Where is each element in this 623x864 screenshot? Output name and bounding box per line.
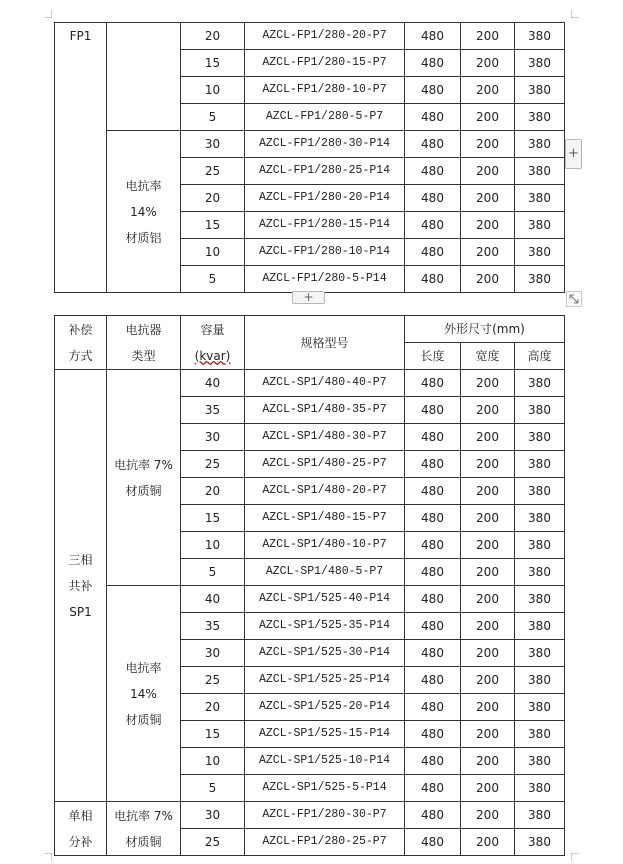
- reactor-type-cell-empty[interactable]: [107, 23, 181, 131]
- model-cell[interactable]: AZCL-SP1/525-10-P14: [245, 748, 405, 775]
- length-cell[interactable]: 480: [405, 640, 461, 667]
- header-capacity-unit: (kvar): [194, 348, 231, 363]
- crop-mark-bottom-left: [44, 853, 52, 861]
- width-cell[interactable]: 200: [461, 239, 515, 266]
- header-reactor-type: [107, 316, 181, 370]
- capacity-cell[interactable]: 10: [181, 532, 245, 559]
- width-cell[interactable]: 200: [461, 748, 515, 775]
- width-cell[interactable]: 200: [461, 212, 515, 239]
- length-cell[interactable]: 480: [405, 131, 461, 158]
- model-cell[interactable]: AZCL-FP1/280-20-P14: [245, 185, 405, 212]
- height-cell[interactable]: 380: [515, 586, 565, 613]
- crop-mark-top-right: [571, 10, 579, 18]
- reactor-type-cell-line: 14%: [130, 204, 157, 219]
- capacity-cell[interactable]: 15: [181, 721, 245, 748]
- width-cell[interactable]: 200: [461, 640, 515, 667]
- height-cell[interactable]: 380: [515, 559, 565, 586]
- capacity-cell[interactable]: 10: [181, 748, 245, 775]
- model-cell[interactable]: AZCL-SP1/480-10-P7: [245, 532, 405, 559]
- capacity-cell[interactable]: 35: [181, 397, 245, 424]
- length-cell[interactable]: 480: [405, 424, 461, 451]
- height-cell[interactable]: 380: [515, 775, 565, 802]
- height-cell[interactable]: 380: [515, 212, 565, 239]
- table-row: [55, 131, 565, 158]
- width-cell[interactable]: 200: [461, 424, 515, 451]
- reactor-type-cell-line: 材质铜: [125, 712, 162, 727]
- width-cell[interactable]: 200: [461, 829, 515, 856]
- height-cell[interactable]: 380: [515, 667, 565, 694]
- width-cell[interactable]: 200: [461, 667, 515, 694]
- height-cell[interactable]: 380: [515, 266, 565, 293]
- height-cell[interactable]: 380: [515, 23, 565, 50]
- capacity-cell[interactable]: 25: [181, 451, 245, 478]
- capacity-cell[interactable]: 5: [181, 775, 245, 802]
- reactor-type-cell-line: 材质铜: [125, 483, 162, 498]
- sp1-table: [54, 315, 565, 856]
- reactor-type-cell-line: 14%: [130, 686, 157, 701]
- width-cell[interactable]: 200: [461, 23, 515, 50]
- header-comp-mode-line: 方式: [68, 348, 93, 363]
- length-cell[interactable]: 480: [405, 23, 461, 50]
- single-phase-label-cell-line: 分补: [68, 834, 93, 849]
- model-cell[interactable]: AZCL-SP1/480-15-P7: [245, 505, 405, 532]
- width-cell[interactable]: 200: [461, 104, 515, 131]
- length-cell[interactable]: 480: [405, 586, 461, 613]
- header-comp-mode-line: 补偿: [68, 322, 93, 337]
- height-cell[interactable]: 380: [515, 104, 565, 131]
- width-cell[interactable]: 200: [461, 721, 515, 748]
- capacity-cell[interactable]: 15: [181, 505, 245, 532]
- model-cell[interactable]: AZCL-FP1/280-25-P7: [245, 829, 405, 856]
- model-cell[interactable]: AZCL-SP1/525-5-P14: [245, 775, 405, 802]
- capacity-cell[interactable]: 20: [181, 694, 245, 721]
- model-cell[interactable]: AZCL-SP1/480-30-P7: [245, 424, 405, 451]
- capacity-cell[interactable]: 25: [181, 667, 245, 694]
- length-cell[interactable]: 480: [405, 185, 461, 212]
- height-cell[interactable]: 380: [515, 640, 565, 667]
- model-cell[interactable]: AZCL-SP1/525-30-P14: [245, 640, 405, 667]
- fp1-table: [54, 22, 565, 293]
- crop-mark-top-left: [44, 10, 52, 18]
- width-cell[interactable]: 200: [461, 559, 515, 586]
- capacity-cell[interactable]: 5: [181, 559, 245, 586]
- width-cell[interactable]: 200: [461, 613, 515, 640]
- capacity-cell[interactable]: 30: [181, 802, 245, 829]
- width-cell[interactable]: 200: [461, 370, 515, 397]
- width-cell[interactable]: 200: [461, 50, 515, 77]
- height-cell[interactable]: 380: [515, 829, 565, 856]
- length-cell[interactable]: 480: [405, 397, 461, 424]
- model-cell[interactable]: AZCL-FP1/280-10-P7: [245, 77, 405, 104]
- model-cell[interactable]: AZCL-SP1/480-20-P7: [245, 478, 405, 505]
- header-dimensions: 外形尺寸(mm): [405, 316, 565, 343]
- height-cell[interactable]: 380: [515, 77, 565, 104]
- header-comp-mode: [55, 316, 107, 370]
- capacity-cell[interactable]: 5: [181, 266, 245, 293]
- single-phase-label-cell-line: 单相: [68, 808, 93, 823]
- length-cell[interactable]: 480: [405, 266, 461, 293]
- capacity-cell[interactable]: 30: [181, 131, 245, 158]
- width-cell[interactable]: 200: [461, 802, 515, 829]
- reactor-type-cell[interactable]: [107, 131, 181, 293]
- reactor-type-cell-line: 电抗率: [125, 178, 162, 193]
- capacity-cell[interactable]: 10: [181, 239, 245, 266]
- header-height: 高度: [515, 343, 565, 370]
- length-cell[interactable]: 480: [405, 77, 461, 104]
- length-cell[interactable]: 480: [405, 694, 461, 721]
- table-resize-handle-icon[interactable]: [566, 291, 582, 307]
- header-length: 长度: [405, 343, 461, 370]
- length-cell[interactable]: 480: [405, 212, 461, 239]
- reactor-type-cell-line: 材质铝: [125, 230, 162, 245]
- width-cell[interactable]: 200: [461, 532, 515, 559]
- length-cell[interactable]: 480: [405, 370, 461, 397]
- sp1-label-cell-line: 共补: [68, 578, 93, 593]
- width-cell[interactable]: 200: [461, 397, 515, 424]
- height-cell[interactable]: 380: [515, 185, 565, 212]
- height-cell[interactable]: 380: [515, 158, 565, 185]
- length-cell[interactable]: 480: [405, 478, 461, 505]
- sp1-label-cell[interactable]: [55, 370, 107, 802]
- header-capacity: [181, 316, 245, 370]
- width-cell[interactable]: 200: [461, 775, 515, 802]
- length-cell[interactable]: 480: [405, 50, 461, 77]
- sp1-label-cell-line: 三相: [68, 552, 93, 567]
- model-cell[interactable]: AZCL-FP1/280-5-P7: [245, 104, 405, 131]
- insert-row-button[interactable]: +: [292, 291, 325, 304]
- header-capacity-line: 容量: [200, 322, 225, 337]
- length-cell[interactable]: 480: [405, 239, 461, 266]
- width-cell[interactable]: 200: [461, 131, 515, 158]
- width-cell[interactable]: 200: [461, 185, 515, 212]
- capacity-cell[interactable]: 20: [181, 23, 245, 50]
- table-row: [55, 370, 565, 397]
- header-reactor-type-line: 电抗器: [125, 322, 162, 337]
- table-row: [55, 23, 565, 50]
- height-cell[interactable]: 380: [515, 370, 565, 397]
- width-cell[interactable]: 200: [461, 451, 515, 478]
- table-row: [55, 802, 565, 829]
- reactor-type-cell-line: 电抗率 7%: [114, 808, 173, 823]
- model-cell[interactable]: AZCL-SP1/525-20-P14: [245, 694, 405, 721]
- model-cell[interactable]: AZCL-SP1/480-5-P7: [245, 559, 405, 586]
- reactor-type-cell-line: 材质铜: [125, 834, 162, 849]
- length-cell[interactable]: 480: [405, 721, 461, 748]
- length-cell[interactable]: 480: [405, 775, 461, 802]
- width-cell[interactable]: 200: [461, 586, 515, 613]
- height-cell[interactable]: 380: [515, 451, 565, 478]
- model-cell[interactable]: AZCL-FP1/280-20-P7: [245, 23, 405, 50]
- width-cell[interactable]: 200: [461, 77, 515, 104]
- capacity-cell[interactable]: 40: [181, 586, 245, 613]
- capacity-cell[interactable]: 10: [181, 77, 245, 104]
- capacity-cell[interactable]: 25: [181, 158, 245, 185]
- insert-column-button[interactable]: +: [565, 139, 582, 169]
- model-cell[interactable]: AZCL-SP1/480-25-P7: [245, 451, 405, 478]
- length-cell[interactable]: 480: [405, 505, 461, 532]
- header-reactor-type-line: 类型: [131, 348, 156, 363]
- capacity-cell[interactable]: 20: [181, 185, 245, 212]
- length-cell[interactable]: 480: [405, 613, 461, 640]
- length-cell[interactable]: 480: [405, 104, 461, 131]
- height-cell[interactable]: 380: [515, 239, 565, 266]
- model-cell[interactable]: AZCL-FP1/280-5-P14: [245, 266, 405, 293]
- length-cell[interactable]: 480: [405, 158, 461, 185]
- height-cell[interactable]: 380: [515, 397, 565, 424]
- height-cell[interactable]: 380: [515, 748, 565, 775]
- capacity-cell[interactable]: 15: [181, 50, 245, 77]
- single-phase-label-cell[interactable]: [55, 802, 107, 856]
- height-cell[interactable]: 380: [515, 802, 565, 829]
- fp1-label-cell[interactable]: FP1: [55, 23, 107, 293]
- model-cell[interactable]: AZCL-SP1/480-35-P7: [245, 397, 405, 424]
- model-cell[interactable]: AZCL-FP1/280-15-P14: [245, 212, 405, 239]
- model-cell[interactable]: AZCL-FP1/280-15-P7: [245, 50, 405, 77]
- capacity-cell[interactable]: 20: [181, 478, 245, 505]
- crop-mark-bottom-right: [571, 853, 579, 861]
- length-cell[interactable]: 480: [405, 829, 461, 856]
- width-cell[interactable]: 200: [461, 505, 515, 532]
- model-cell[interactable]: AZCL-FP1/280-30-P14: [245, 131, 405, 158]
- capacity-cell[interactable]: 30: [181, 424, 245, 451]
- model-cell[interactable]: AZCL-FP1/280-25-P14: [245, 158, 405, 185]
- capacity-cell[interactable]: 30: [181, 640, 245, 667]
- width-cell[interactable]: 200: [461, 478, 515, 505]
- model-cell[interactable]: AZCL-FP1/280-10-P14: [245, 239, 405, 266]
- capacity-cell[interactable]: 5: [181, 104, 245, 131]
- model-cell[interactable]: AZCL-FP1/280-30-P7: [245, 802, 405, 829]
- sp1-label-cell-line: SP1: [69, 604, 92, 619]
- height-cell[interactable]: 380: [515, 613, 565, 640]
- reactor-type-cell-line: 电抗率: [125, 660, 162, 675]
- height-cell[interactable]: 380: [515, 721, 565, 748]
- height-cell[interactable]: 380: [515, 532, 565, 559]
- length-cell[interactable]: 480: [405, 802, 461, 829]
- height-cell[interactable]: 380: [515, 478, 565, 505]
- length-cell[interactable]: 480: [405, 559, 461, 586]
- header-width: 宽度: [461, 343, 515, 370]
- model-cell[interactable]: AZCL-SP1/480-40-P7: [245, 370, 405, 397]
- model-cell[interactable]: AZCL-SP1/525-15-P14: [245, 721, 405, 748]
- header-row: [55, 316, 565, 343]
- width-cell[interactable]: 200: [461, 158, 515, 185]
- length-cell[interactable]: 480: [405, 451, 461, 478]
- reactor-type-cell-line: 电抗率 7%: [114, 457, 173, 472]
- model-cell[interactable]: AZCL-SP1/525-35-P14: [245, 613, 405, 640]
- header-spec-model: 规格型号: [245, 316, 405, 370]
- height-cell[interactable]: 380: [515, 424, 565, 451]
- capacity-cell[interactable]: 25: [181, 829, 245, 856]
- length-cell[interactable]: 480: [405, 748, 461, 775]
- capacity-cell[interactable]: 15: [181, 212, 245, 239]
- width-cell[interactable]: 200: [461, 266, 515, 293]
- length-cell[interactable]: 480: [405, 532, 461, 559]
- height-cell[interactable]: 380: [515, 694, 565, 721]
- capacity-cell[interactable]: 35: [181, 613, 245, 640]
- reactor-type-cell[interactable]: [107, 802, 181, 856]
- length-cell[interactable]: 480: [405, 667, 461, 694]
- reactor-type-cell[interactable]: [107, 370, 181, 586]
- height-cell[interactable]: 380: [515, 50, 565, 77]
- table-row: [55, 586, 565, 613]
- width-cell[interactable]: 200: [461, 694, 515, 721]
- model-cell[interactable]: AZCL-SP1/525-25-P14: [245, 667, 405, 694]
- height-cell[interactable]: 380: [515, 505, 565, 532]
- model-cell[interactable]: AZCL-SP1/525-40-P14: [245, 586, 405, 613]
- height-cell[interactable]: 380: [515, 131, 565, 158]
- reactor-type-cell[interactable]: [107, 586, 181, 802]
- capacity-cell[interactable]: 40: [181, 370, 245, 397]
